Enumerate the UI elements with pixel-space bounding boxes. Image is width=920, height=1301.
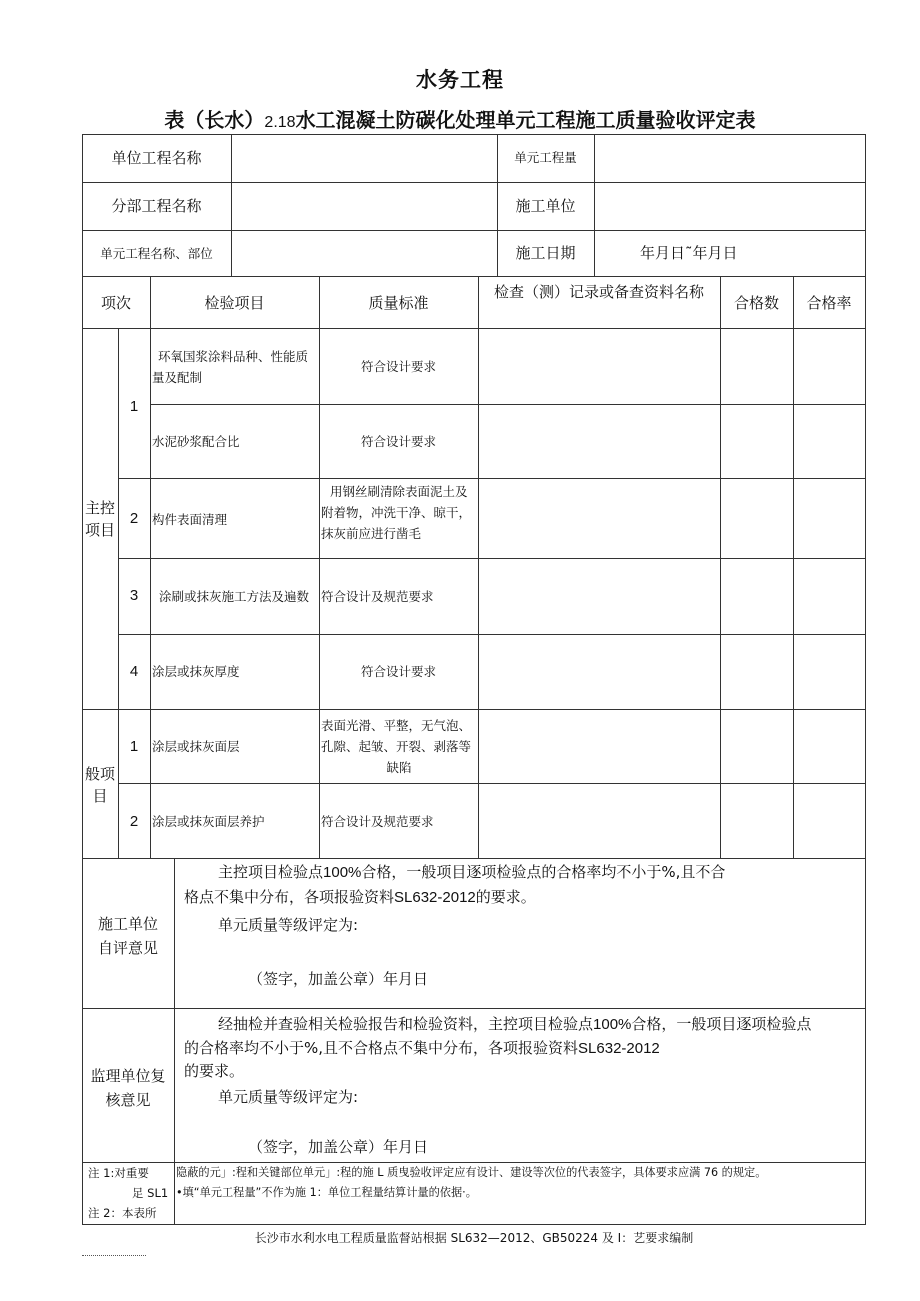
main-item-4-name: 涂层或抹灰厚度 (152, 664, 240, 679)
main-item-3-name: 涂刷或抹灰施工方法及遍数 (159, 589, 310, 604)
supervisor-eval-line-3: 的要求。 (184, 1062, 245, 1080)
form-number: 2.18 (264, 114, 296, 131)
col-header-qualified-rate: 合格率 (806, 294, 852, 312)
page-corner-mark (82, 1255, 146, 1256)
general-item-2-no: 2 (129, 813, 139, 830)
supervisor-eval-line-1: 经抽检并查验相关检验报告和检验资料，主控项目检验点100%合格，一般项目逐项检验点 (218, 1015, 812, 1033)
general-item-1-standard: 表面光滑、平整，无气泡、 孔隙、起皱、开裂、剥落等 缺陷 (321, 718, 472, 775)
main-item-2-standard: 用钢丝刷清除表面泥土及 附着物，冲洗干净、晾干， 抹灰前应进行凿毛 (321, 484, 472, 541)
construction-date-label: 施工日期 (515, 244, 576, 262)
main-item-2-name: 构件表面清理 (152, 512, 228, 527)
main-item-3-no: 3 (129, 587, 139, 604)
unit-name-location-field[interactable] (232, 242, 496, 264)
unit-project-name-label: 单位工程名称 (111, 149, 202, 167)
col-header-records: 检查（测）记录或备查资料名称 (493, 283, 704, 301)
construction-date-value[interactable]: 年月日˜年月日 (640, 244, 738, 262)
form-title (0, 104, 920, 133)
general-item-2-standard: 符合设计及规范要求 (321, 814, 434, 829)
self-eval-signature[interactable]: （签字，加盖公章）年月日 (248, 970, 429, 988)
main-item-4-no: 4 (129, 663, 139, 680)
main-item-1a-name: 环氧国浆涂料品种、性能质 量及配制 (152, 349, 309, 385)
main-item-4-standard: 符合设计要求 (360, 664, 436, 679)
self-eval-line-2: 格点不集中分布，各项报验资料SL632-2012的要求。 (184, 888, 536, 906)
main-item-2-no: 2 (129, 510, 139, 527)
main-item-1-no: 1 (129, 398, 139, 415)
supervisor-eval-line-2: 的合格率均不小于%,且不合格点不集中分布，各项报验资料SL632-2012 (184, 1039, 660, 1057)
footer-source: 长沙市水利水电工程质量监督站根据 SL632—2012、GB50224 及 I：艺要求编制 (254, 1231, 694, 1245)
unit-quantity-label: 单元工程量 (514, 150, 577, 165)
general-group-label: 般项 目 (84, 765, 115, 805)
main-item-3-standard: 符合设计及规范要求 (321, 589, 434, 604)
self-eval-grade: 单元质量等级评定为: (218, 916, 359, 934)
main-control-group-label: 主控 项目 (84, 499, 115, 539)
notes-left: 注 1:对重要 足 SL1 注 2：本表所 (88, 1166, 169, 1220)
col-header-qualified-count: 合格数 (733, 294, 779, 312)
construction-unit-label: 施工单位 (515, 197, 576, 215)
main-item-1a-standard: 符合设计要求 (360, 359, 436, 374)
general-item-2-name: 涂层或抹灰面层养护 (152, 814, 265, 829)
unit-quantity-field[interactable] (595, 147, 865, 169)
general-item-1-no: 1 (129, 738, 139, 755)
unit-project-name-field[interactable] (232, 147, 496, 169)
main-item-1b-standard: 符合设计要求 (360, 434, 436, 449)
division-project-name-field[interactable] (232, 195, 496, 217)
form-name: 水工混凝土防碳化处理单元工程施工质量验收评定表 (295, 108, 756, 132)
supervisor-eval-label: 监理单位复 核意见 (90, 1067, 166, 1109)
construction-unit-field[interactable] (595, 195, 865, 217)
col-header-inspection-item: 检验项目 (204, 294, 265, 312)
form-code: 表（长水） (164, 108, 265, 132)
main-item-1b-name: 水泥砂浆配合比 (152, 434, 240, 449)
self-eval-label: 施工单位 自评意见 (97, 915, 158, 957)
self-eval-line-1: 主控项目检验点100%合格，一般项目逐项检验点的合格率均不小于%,且不合 (218, 863, 726, 881)
supervisor-eval-signature[interactable]: （签字，加盖公章）年月日 (248, 1138, 429, 1156)
division-project-name-label: 分部工程名称 (111, 197, 202, 215)
col-header-quality-standard: 质量标准 (368, 294, 429, 312)
notes-right: 隐蔽的元」:程和关键部位单元」:程的施 L 质曳验收评定应有设计、建设等次位的代表签字，具体要求应满 76 的规定。 •填“单元工程量”不作为施 1：单位工程量结算计量的依据·。 (176, 1166, 767, 1199)
supervisor-eval-grade: 单元质量等级评定为: (218, 1088, 359, 1106)
document-title: 水务工程 (416, 68, 504, 92)
col-header-item-no: 项次 (100, 294, 131, 312)
unit-name-location-label: 单元工程名称、部位 (100, 246, 213, 261)
general-item-1-name: 涂层或抹灰面层 (152, 739, 240, 754)
